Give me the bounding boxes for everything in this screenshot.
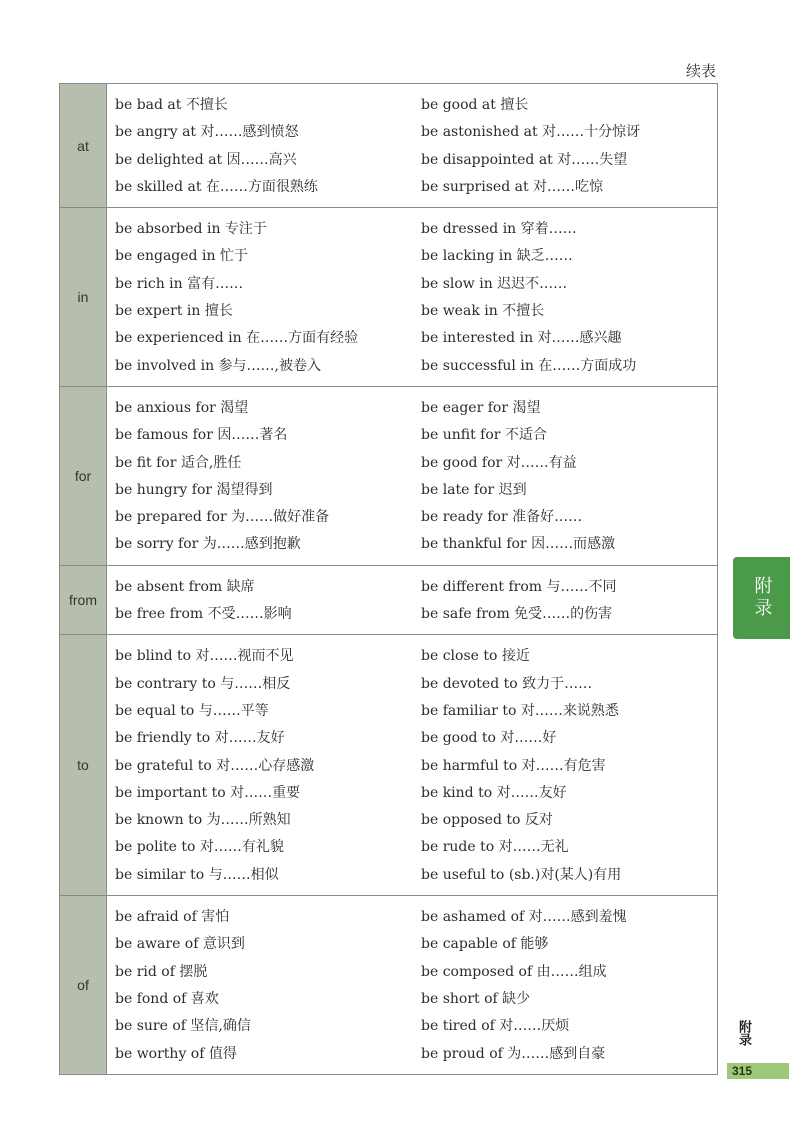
- phrase-entry: be good to 对……好: [421, 730, 557, 747]
- phrase-entry: be afraid of 害怕: [115, 909, 230, 926]
- entries-grid: [107, 643, 717, 889]
- phrase-entry: be blind to 对……视而不见: [115, 648, 294, 665]
- phrase-entry: be hungry for 渴望得到: [115, 481, 273, 498]
- phrase-entry: be safe from 免受……的伤害: [421, 606, 613, 623]
- preposition-cell: from: [60, 565, 107, 635]
- phrase-entry: be known to 为……所熟知: [115, 812, 291, 829]
- phrase-entry: be absent from 缺席: [115, 578, 255, 595]
- right-column: [411, 92, 717, 201]
- page-number: 315: [727, 1063, 789, 1079]
- phrase-entry: be important to 对……重要: [115, 784, 301, 801]
- section-row-to: [60, 635, 718, 896]
- phrase-entry: be grateful to 对……心存感激: [115, 757, 315, 774]
- phrase-entry: be weak in 不擅长: [421, 303, 545, 320]
- phrase-entry: be eager for 渴望: [421, 399, 541, 416]
- phrase-table-container: [59, 83, 718, 1075]
- phrase-entry: be free from 不受……影响: [115, 606, 292, 623]
- phrase-entry: be close to 接近: [421, 648, 530, 665]
- phrase-entry: be interested in 对……感兴趣: [421, 330, 622, 347]
- phrase-entry: be devoted to 致力于……: [421, 675, 593, 692]
- phrase-entry: be astonished at 对……十分惊讶: [421, 124, 641, 141]
- phrase-entry: be dressed in 穿着……: [421, 221, 577, 238]
- phrase-entry: be worthy of 值得: [115, 1045, 237, 1062]
- phrase-entry: be capable of 能够: [421, 936, 549, 953]
- phrase-entry: be good for 对……有益: [421, 454, 577, 471]
- phrase-entry: be similar to 与……相似: [115, 866, 279, 883]
- phrase-entry: be equal to 与……平等: [115, 702, 269, 719]
- phrase-entry: be bad at 不擅长: [115, 97, 228, 113]
- phrase-entry: be ready for 准备好……: [421, 509, 583, 526]
- phrase-entry: be surprised at 对……吃惊: [421, 178, 604, 195]
- left-column: [107, 216, 411, 380]
- phrase-entry: be short of 缺少: [421, 990, 531, 1007]
- section-row-for: [60, 386, 718, 565]
- phrase-entry: be polite to 对……有礼貌: [115, 839, 284, 856]
- phrase-entry: be engaged in 忙于: [115, 248, 248, 265]
- entries-grid: [107, 904, 717, 1068]
- phrase-entry: be rich in 富有……: [115, 275, 244, 292]
- preposition-cell: to: [60, 635, 107, 896]
- phrase-entry: be sure of 坚信,确信: [115, 1018, 251, 1035]
- entries-cell: [107, 84, 718, 208]
- entries-grid: [107, 216, 717, 380]
- phrase-entry: be slow in 迟迟不……: [421, 275, 568, 292]
- phrase-entry: be useful to (sb.)对(某人)有用: [421, 866, 622, 883]
- phrase-entry: be anxious for 渴望: [115, 399, 249, 416]
- entries-cell: [107, 386, 718, 565]
- section-row-of: [60, 896, 718, 1075]
- right-column: [411, 904, 717, 1068]
- footer-section-label: 附录: [736, 1020, 751, 1046]
- left-column: [107, 92, 411, 201]
- phrase-entry: be prepared for 为……做好准备: [115, 509, 330, 526]
- phrase-entry: be familiar to 对……来说熟悉: [421, 702, 619, 719]
- phrase-entry: be rid of 摆脱: [115, 963, 208, 980]
- phrase-entry: be delighted at 因……高兴: [115, 151, 297, 168]
- phrase-entry: be sorry for 为……感到抱歉: [115, 536, 301, 553]
- phrase-entry: be late for 迟到: [421, 481, 527, 498]
- right-column: [411, 643, 717, 889]
- section-row-in: [60, 208, 718, 387]
- appendix-side-tab[interactable]: 附录: [733, 557, 790, 639]
- phrase-entry: be fit for 适合,胜任: [115, 454, 242, 471]
- section-row-from: [60, 565, 718, 635]
- phrase-entry: be aware of 意识到: [115, 936, 245, 953]
- phrase-entry: be disappointed at 对……失望: [421, 151, 628, 168]
- left-column: [107, 904, 411, 1068]
- entries-grid: [107, 92, 717, 201]
- right-column: [411, 216, 717, 380]
- phrase-entry: be successful in 在……方面成功: [421, 357, 637, 374]
- phrase-entry: be rude to 对……无礼: [421, 839, 569, 856]
- right-column: [411, 574, 717, 629]
- phrase-entry: be good at 擅长: [421, 97, 529, 113]
- entries-grid: [107, 395, 717, 559]
- phrase-entry: be experienced in 在……方面有经验: [115, 330, 359, 347]
- entries-cell: [107, 565, 718, 635]
- phrase-table-body: [60, 84, 718, 1075]
- entries-cell: [107, 896, 718, 1075]
- phrase-entry: be unfit for 不适合: [421, 427, 547, 444]
- phrase-entry: be composed of 由……组成: [421, 963, 607, 980]
- preposition-cell: at: [60, 84, 107, 208]
- phrase-entry: be harmful to 对……有危害: [421, 757, 606, 774]
- phrase-entry: be expert in 擅长: [115, 303, 233, 320]
- phrase-entry: be kind to 对……友好: [421, 784, 567, 801]
- preposition-cell: in: [60, 208, 107, 387]
- preposition-cell: of: [60, 896, 107, 1075]
- left-column: [107, 395, 411, 559]
- phrase-entry: be angry at 对……感到愤怒: [115, 124, 299, 141]
- left-column: [107, 574, 411, 629]
- phrase-entry: be tired of 对……厌烦: [421, 1018, 570, 1035]
- phrase-entry: be opposed to 反对: [421, 812, 553, 829]
- entries-cell: [107, 635, 718, 896]
- phrase-entry: be friendly to 对……友好: [115, 730, 285, 747]
- phrase-entry: be skilled at 在……方面很熟练: [115, 178, 318, 195]
- continued-label: 续表: [685, 62, 716, 80]
- phrase-table: [59, 83, 718, 1075]
- preposition-cell: for: [60, 386, 107, 565]
- phrase-entry: be proud of 为……感到自豪: [421, 1045, 606, 1062]
- phrase-entry: be ashamed of 对……感到羞愧: [421, 909, 627, 926]
- phrase-entry: be famous for 因……著名: [115, 427, 288, 444]
- entries-cell: [107, 208, 718, 387]
- phrase-entry: be different from 与……不同: [421, 578, 617, 595]
- left-column: [107, 643, 411, 889]
- section-row-at: [60, 84, 718, 208]
- phrase-entry: be thankful for 因……而感激: [421, 536, 616, 553]
- right-column: [411, 395, 717, 559]
- phrase-entry: be fond of 喜欢: [115, 990, 219, 1007]
- phrase-entry: be lacking in 缺乏……: [421, 248, 573, 265]
- entries-grid: [107, 574, 717, 629]
- phrase-entry: be involved in 参与……,被卷入: [115, 357, 322, 374]
- phrase-entry: be absorbed in 专注于: [115, 221, 267, 238]
- phrase-entry: be contrary to 与……相反: [115, 675, 291, 692]
